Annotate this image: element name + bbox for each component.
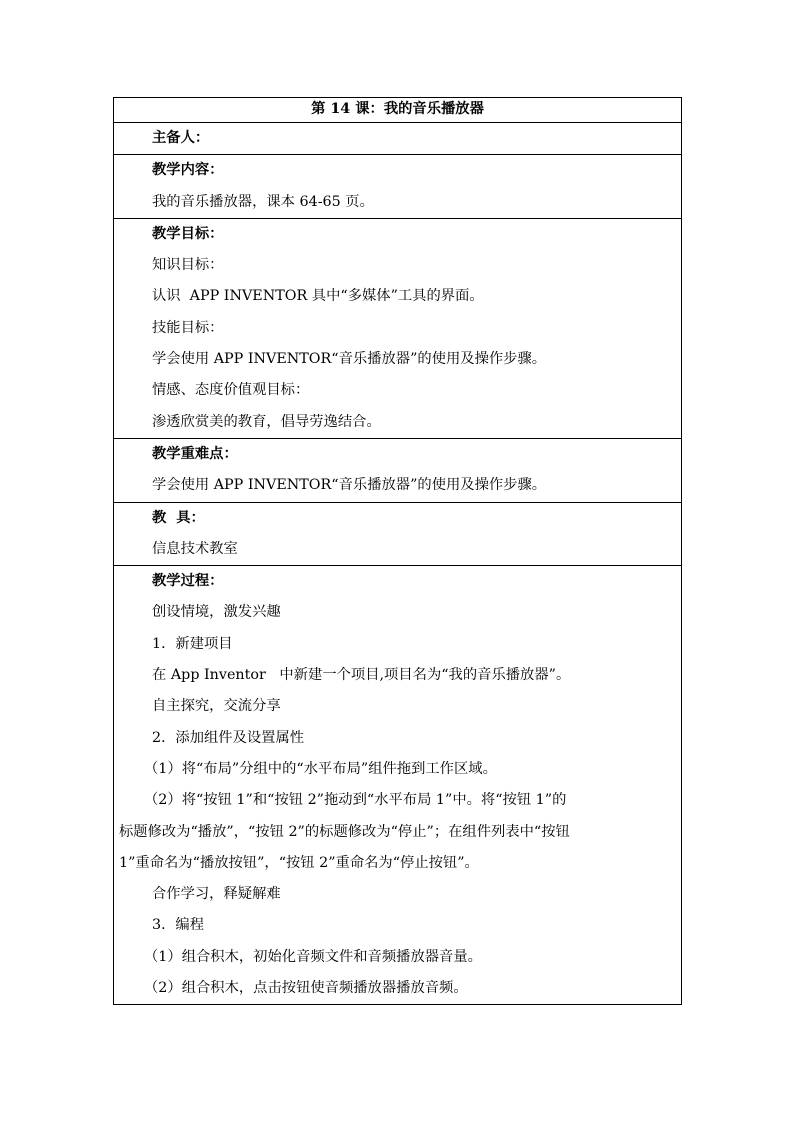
- content-heading: 教学内容：: [152, 162, 224, 179]
- title-row: [114, 98, 681, 122]
- process-line: 合作学习，释疑解难: [152, 886, 281, 903]
- process-line: （2）将“按钮 1”和“按钮 2”拖动到“水平布局 1”中。将“按钮 1”的: [144, 792, 567, 809]
- process-line: 创设情境，激发兴趣: [152, 604, 281, 621]
- content-row: [114, 154, 681, 218]
- process-line: 1．新建项目: [152, 635, 233, 652]
- skill-text: 学会使用 APP INVENTOR“音乐播放器”的使用及操作步骤。: [152, 351, 547, 368]
- tools-row: [114, 502, 681, 566]
- lesson-title: 第 14 课：我的音乐播放器: [311, 101, 484, 117]
- process-row: [114, 565, 681, 1004]
- skill-label: 技能目标：: [152, 319, 224, 336]
- author-row: [114, 122, 681, 154]
- process-line: 标题修改为“播放”，“按钮 2”的标题修改为“停止”；在组件列表中“按钮: [119, 823, 570, 840]
- author-label: 主备人：: [152, 130, 210, 146]
- knowledge-label: 知识目标：: [152, 257, 224, 274]
- tools-heading: 教 具：: [152, 509, 205, 526]
- process-line: 在 App Inventor 中新建一个项目,项目名为“我的音乐播放器”。: [152, 667, 571, 684]
- process-line: 自主探究，交流分享: [152, 698, 281, 715]
- lesson-plan-table: [113, 97, 682, 1005]
- key-points-heading: 教学重难点：: [152, 445, 238, 462]
- emotion-text: 渗透欣赏美的教育，倡导劳逸结合。: [152, 413, 381, 430]
- emotion-label: 情感、态度价值观目标：: [152, 382, 310, 399]
- process-line: 1”重命名为“播放按钮”，“按钮 2”重命名为“停止按钮”。: [119, 854, 479, 871]
- content-text: 我的音乐播放器，课本 64-65 页。: [152, 193, 374, 210]
- process-line: 3．编程: [152, 917, 204, 934]
- objectives-heading: 教学目标：: [152, 225, 224, 242]
- process-heading: 教学过程：: [152, 573, 224, 590]
- knowledge-text: 认识 APP INVENTOR 具中“多媒体”工具的界面。: [152, 288, 484, 305]
- process-line: （1）组合积木，初始化音频文件和音频播放器音量。: [144, 948, 482, 965]
- process-line: （1）将“布局”分组中的“水平布局”组件拖到工作区域。: [144, 760, 497, 777]
- key-points-row: [114, 438, 681, 502]
- key-points-text: 学会使用 APP INVENTOR“音乐播放器”的使用及操作步骤。: [152, 477, 547, 494]
- process-line: 2．添加组件及设置属性: [152, 729, 305, 746]
- tools-text: 信息技术教室: [152, 540, 238, 557]
- objectives-row: [114, 218, 681, 438]
- process-line: （2）组合积木，点击按钮使音频播放器播放音频。: [144, 980, 468, 997]
